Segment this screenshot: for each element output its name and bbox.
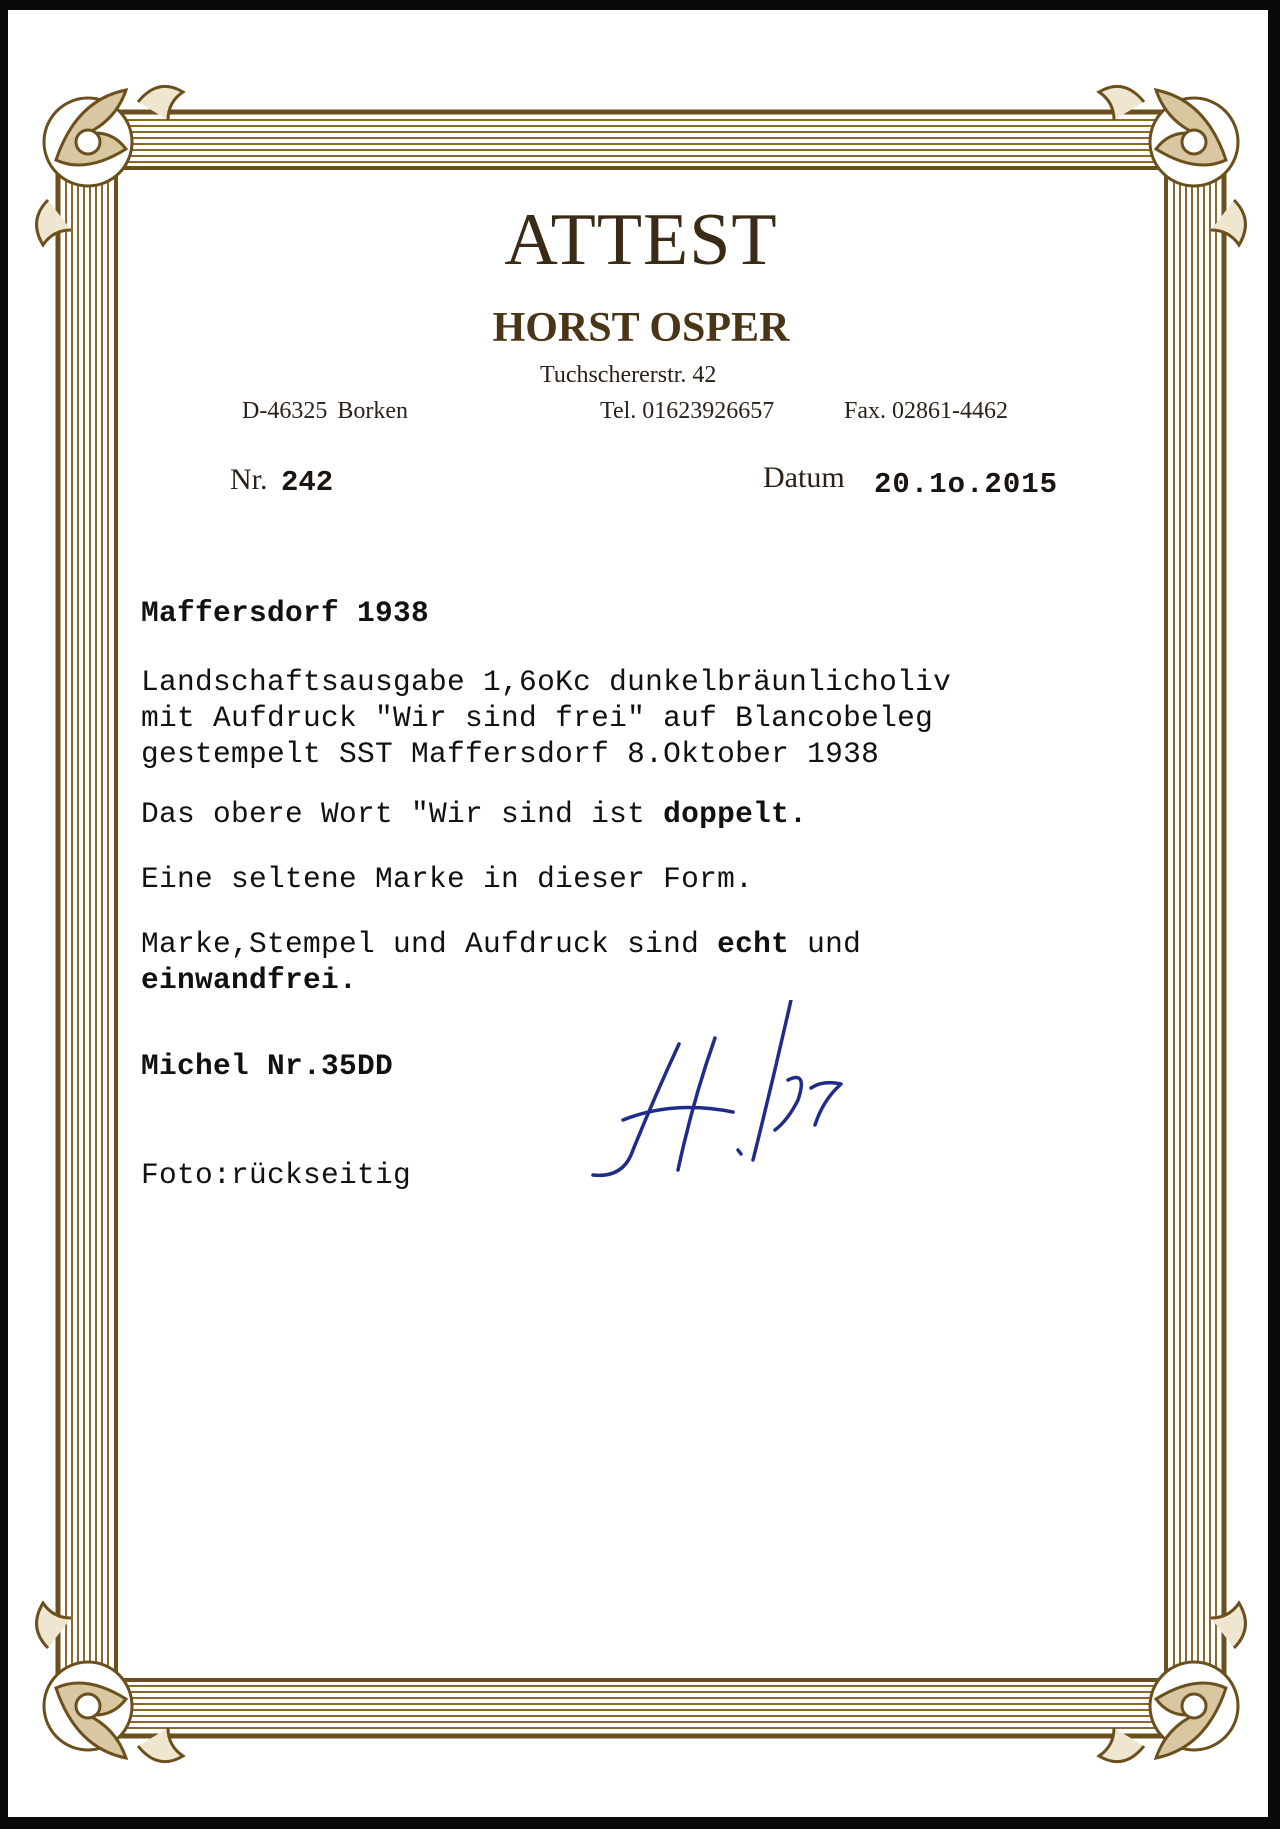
address-city: D-46325 Borken xyxy=(242,398,408,424)
rarity-note: Eine seltene Marke in dieser Form. xyxy=(141,862,754,896)
verdict-genuine: echt xyxy=(717,927,790,961)
fax-number: Fax. 02861-4462 xyxy=(844,398,1008,424)
certificate-number-label: Nr. xyxy=(230,463,268,496)
remark-text: Das obere Wort "Wir sind ist xyxy=(141,797,664,831)
certificate-date: 20.1o.2015 xyxy=(874,468,1059,501)
description-line-2: mit Aufdruck "Wir sind frei" auf Blancobeleg xyxy=(141,701,934,735)
photo-note: Foto:rückseitig xyxy=(141,1158,412,1192)
remark-emphasis: doppelt. xyxy=(663,797,808,831)
description-line-1: Landschaftsausgabe 1,6oKc dunkelbräunlicholiv xyxy=(141,665,952,699)
certificate-title: ATTEST xyxy=(504,199,778,281)
verdict-line xyxy=(141,927,861,961)
remark-line xyxy=(141,797,807,831)
verdict-text: Marke,Stempel und Aufdruck sind xyxy=(141,927,718,961)
verdict-flawless: einwandfrei. xyxy=(141,963,358,997)
corner-ornament-bottom-right xyxy=(1099,1603,1245,1762)
handwritten-signature xyxy=(583,1000,843,1190)
address-street: Tuchschererstr. 42 xyxy=(540,362,717,388)
description-line-3: gestempelt SST Maffersdorf 8.Oktober 1938 xyxy=(141,737,880,771)
catalogue-number: Michel Nr.35DD xyxy=(141,1049,394,1083)
expert-name: HORST OSPER xyxy=(492,305,790,351)
telephone-number: Tel. 01623926657 xyxy=(600,398,775,424)
date-label: Datum xyxy=(763,461,845,494)
corner-ornament-bottom-left xyxy=(37,1603,183,1762)
stamp-heading: Maffersdorf 1938 xyxy=(141,596,430,630)
verdict-and: und xyxy=(789,927,862,961)
certificate-number: 242 xyxy=(281,466,334,499)
